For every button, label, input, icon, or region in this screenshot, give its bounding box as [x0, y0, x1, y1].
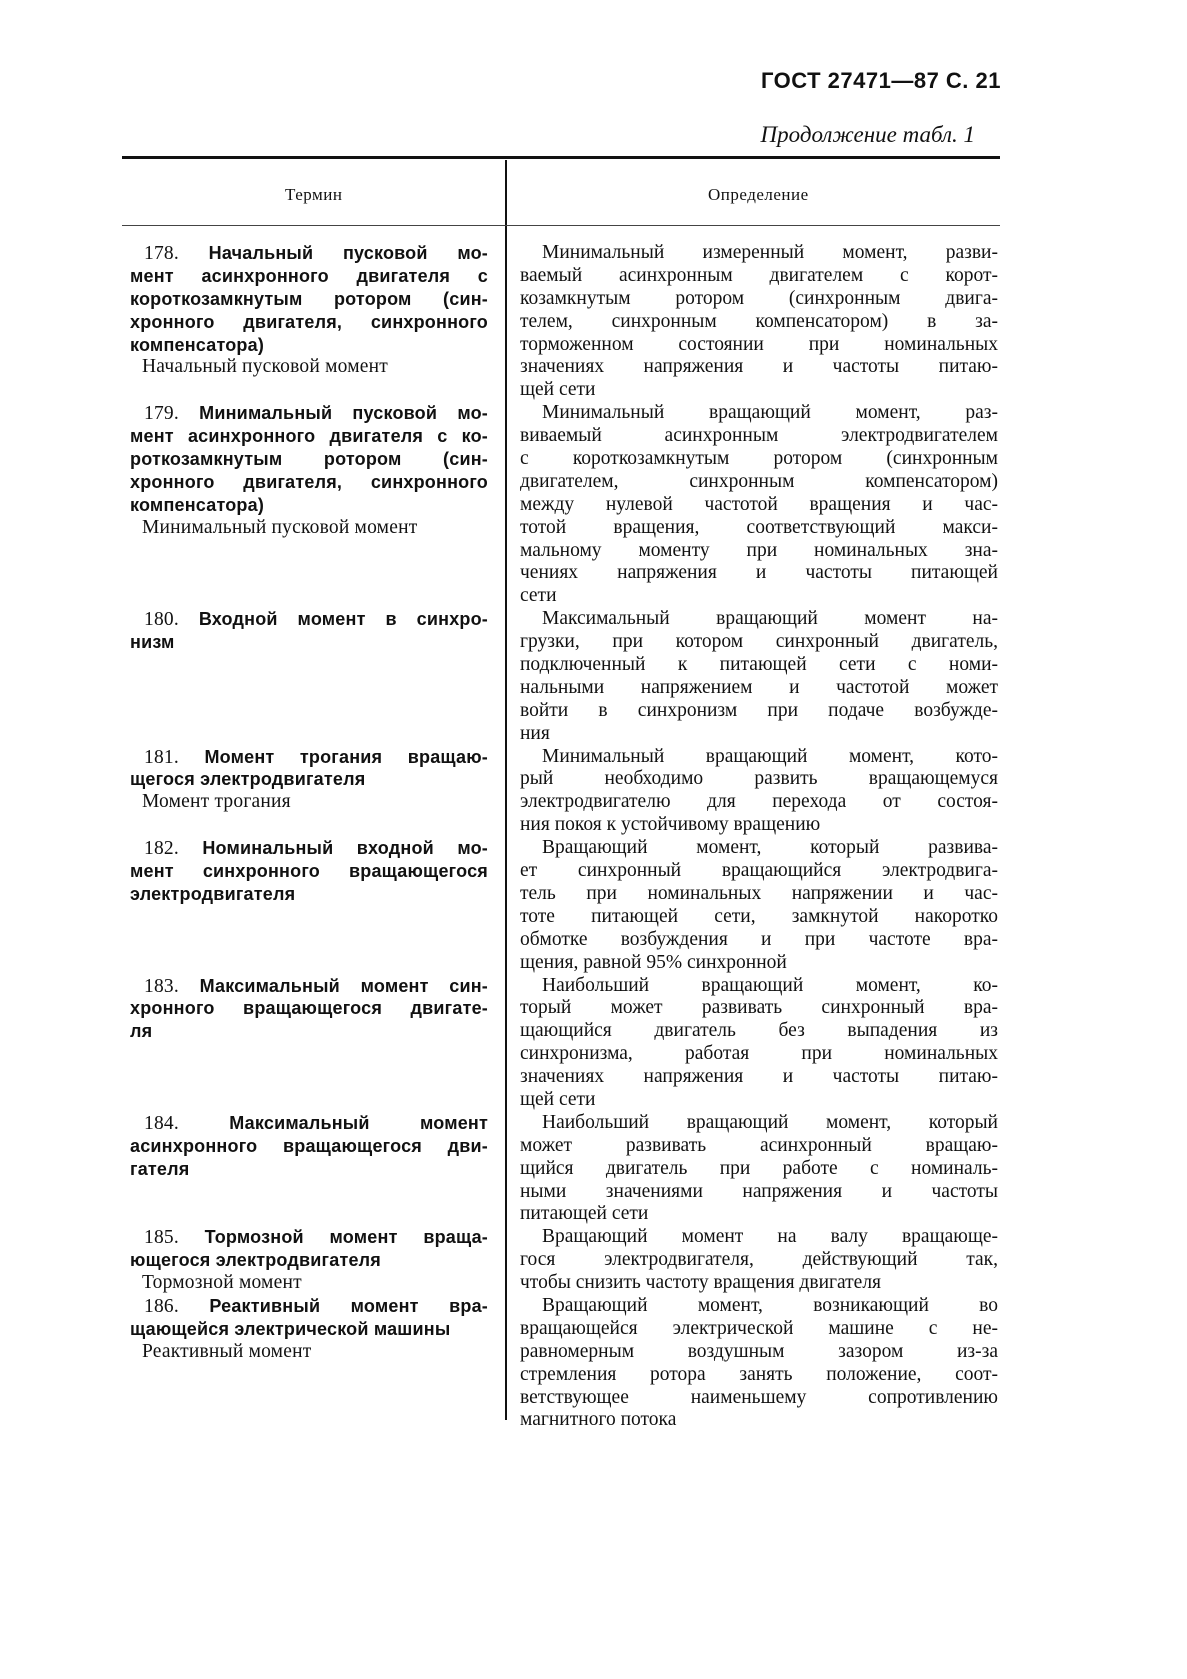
definition-line: стремления ротора занять положение, соот- [520, 1363, 998, 1385]
definition-line: Наибольший вращающий момент, ко- [542, 974, 998, 996]
table-continuation-label: Продолжение табл. 1 [760, 122, 975, 147]
term-line: хронного двигателя, синхронного [130, 311, 488, 332]
term-text: Момент трогания вращаю- [204, 746, 488, 767]
term-line: хронного вращающегося двигате- [130, 998, 488, 1019]
definition-line: щийся двигатель при работе с номиналь- [520, 1157, 998, 1179]
definition-line: вращающейся электрической машине с не- [520, 1317, 998, 1339]
term-number: 186. [144, 1295, 179, 1317]
term-text: Максимальный момент [229, 1112, 489, 1133]
term-synonym: Начальный пусковой момент [142, 356, 388, 378]
terms-table [130, 242, 1000, 1432]
definition-line: торый может развивать синхронный вра- [520, 997, 998, 1019]
term-text: Начальный пусковой мо- [208, 243, 488, 263]
term-line [130, 746, 488, 769]
definition-line: двигателем, синхронным компенсатором) [520, 470, 998, 492]
definition-line: войти в синхронизм при подаче возбужде- [520, 699, 998, 721]
term-number: 178. [144, 243, 179, 264]
term-cell [130, 1226, 488, 1295]
term-cell [130, 1295, 488, 1432]
definition-line: синхронизма, работая при номинальных [520, 1043, 998, 1065]
term-cell [130, 746, 488, 838]
definition-line: щения, равной 95% синхронной [520, 951, 787, 973]
term-synonym: Тормозной момент [142, 1272, 302, 1294]
definition-cell [520, 1295, 998, 1432]
table-row [130, 837, 1000, 974]
definition-cell [520, 1226, 998, 1295]
term-number: 184. [144, 1112, 179, 1134]
term-cell [130, 975, 488, 1112]
table-row [130, 402, 1000, 608]
term-synonym: Минимальный пусковой момент [142, 516, 418, 538]
term-text: Номинальный входной мо- [202, 838, 488, 859]
definition-line: между нулевой частотой вращения и час- [520, 493, 998, 515]
term-number: 183. [144, 975, 179, 997]
definition-line: Вращающий момент, который развива- [542, 837, 998, 859]
term-line: электродвигателя [130, 883, 296, 904]
definition-line: Вращающий момент на валу вращающе- [542, 1226, 998, 1248]
definition-line: обмотке возбуждения и при частоте вра- [520, 928, 998, 950]
term-line [130, 1112, 488, 1135]
term-text: Реактивный момент вра- [209, 1295, 488, 1316]
definition-line: Наибольший вращающий момент, который [542, 1111, 998, 1133]
term-line [130, 1226, 488, 1249]
term-number: 185. [144, 1227, 179, 1249]
definition-line: подключенный к питающей сети с номи- [520, 654, 998, 676]
table-row [130, 1112, 1000, 1226]
table-row [130, 242, 1000, 402]
definition-line: виваемый асинхронным электродвигателем [520, 425, 998, 447]
column-header-definition: Определение [708, 185, 809, 204]
definition-cell [520, 402, 998, 608]
definition-line: гося электродвигателя, действующий так, [520, 1249, 998, 1271]
table-top-rule [122, 156, 1000, 159]
definition-line: ния покоя к устойчивому вращению [520, 814, 821, 836]
definition-line: тотой вращения, соответствующий макси- [520, 516, 998, 538]
definition-line: тоте питающей сети, замкнутой накоротко [520, 905, 998, 927]
term-line: ющегося электродвигателя [130, 1250, 382, 1271]
term-text: Максимальный момент син- [199, 975, 488, 996]
term-text: Входной момент в синхро- [198, 609, 488, 630]
term-line: мент асинхронного двигателя с [130, 265, 488, 286]
term-line [130, 1295, 488, 1318]
table-row [130, 608, 1000, 745]
table-row [130, 975, 1000, 1112]
definition-line: магнитного потока [520, 1409, 677, 1431]
definition-line: питающей сети [520, 1203, 649, 1225]
definition-cell [520, 837, 998, 974]
term-line [130, 837, 488, 860]
definition-cell [520, 975, 998, 1112]
term-text: Тормозной момент враща- [204, 1227, 488, 1248]
definition-line: ветствующее наименьшему сопротивлению [520, 1386, 998, 1408]
definition-line: значениях напряжения и частоты питаю- [520, 356, 998, 378]
term-line: короткозамкнутым ротором (син- [130, 288, 488, 309]
table-row [130, 1226, 1000, 1295]
term-line: компенсатора) [130, 494, 265, 515]
term-line [130, 975, 488, 998]
definition-line: щей сети [520, 1088, 596, 1110]
table-row [130, 746, 1000, 838]
definition-line: телем, синхронным компенсатором) в за- [520, 310, 998, 332]
table-row [130, 1295, 1000, 1432]
definition-line: тель при номинальных напряжении и час- [520, 882, 998, 904]
term-text: Минимальный пусковой мо- [199, 403, 488, 424]
term-number: 180. [144, 609, 179, 631]
definition-line: равномерным воздушным зазором из-за [520, 1340, 998, 1362]
term-number: 181. [144, 746, 179, 768]
definition-line: грузки, при котором синхронный двигатель, [520, 631, 998, 653]
definition-line: с короткозамкнутым ротором (синхронным [520, 448, 998, 470]
definition-line: торможенном состоянии при номинальных [520, 333, 998, 355]
definition-line: щающийся двигатель без выпадения из [520, 1020, 998, 1042]
definition-cell [520, 746, 998, 838]
term-cell [130, 608, 488, 745]
term-number: 179. [144, 403, 179, 425]
definition-line: нальными напряжением и частотой может [520, 676, 998, 698]
header-rule [122, 225, 1000, 226]
term-line: щегося электродвигателя [130, 769, 366, 790]
definition-cell [520, 608, 998, 745]
definition-cell [520, 1112, 998, 1226]
term-number: 182. [144, 838, 179, 860]
definition-line: ния [520, 722, 550, 744]
definition-line: Минимальный измеренный момент, разви- [542, 242, 998, 263]
definition-line: Минимальный вращающий момент, кото- [542, 745, 998, 767]
term-line: хронного двигателя, синхронного [130, 471, 488, 492]
definition-line: ваемый асинхронным двигателем с корот- [520, 264, 998, 286]
term-synonym: Реактивный момент [142, 1340, 312, 1362]
term-line: мент асинхронного двигателя с ко- [130, 426, 488, 447]
term-line: компенсатора) [130, 334, 265, 355]
definition-line: может развивать асинхронный вращаю- [520, 1134, 998, 1156]
definition-line: чениях напряжения и частоты питающей [520, 562, 998, 584]
term-line: гателя [130, 1158, 190, 1179]
definition-line: чтобы снизить частоту вращения двигателя [520, 1272, 882, 1294]
term-synonym: Момент трогания [142, 791, 291, 813]
term-line: асинхронного вращающегося дви- [130, 1135, 488, 1156]
definition-line: Вращающий момент, возникающий во [542, 1294, 998, 1316]
term-cell [130, 402, 488, 608]
definition-line: мальному моменту при номинальных зна- [520, 539, 998, 561]
document-header: ГОСТ 27471—87 С. 21 [760, 68, 1001, 93]
term-line: низм [130, 632, 175, 653]
definition-line: козамкнутым ротором (синхронным двига- [520, 287, 998, 309]
definition-cell [520, 242, 998, 402]
definition-line: рый необходимо развить вращающемуся [520, 768, 998, 790]
term-cell [130, 242, 488, 402]
term-cell [130, 1112, 488, 1226]
term-line: щающейся электрической машины [130, 1318, 451, 1339]
definition-line: ными значениями напряжения и частоты [520, 1180, 998, 1202]
term-line: мент синхронного вращающегося [130, 861, 488, 882]
definition-line: щей сети [520, 379, 596, 401]
term-line: роткозамкнутым ротором (син- [130, 449, 488, 470]
definition-line: электродвигателю для перехода от состоя- [520, 791, 998, 813]
term-line [130, 242, 488, 265]
definition-line: значениях напряжения и частоты питаю- [520, 1066, 998, 1088]
term-line: ля [130, 1021, 153, 1042]
definition-line: ет синхронный вращающийся электродвига- [520, 860, 998, 882]
column-header-term: Термин [285, 185, 343, 204]
definition-line: сети [520, 585, 557, 607]
term-line [130, 402, 488, 425]
definition-line: Максимальный вращающий момент на- [542, 608, 998, 630]
term-cell [130, 837, 488, 974]
definition-line: Минимальный вращающий момент, раз- [542, 402, 998, 424]
term-line [130, 608, 488, 631]
